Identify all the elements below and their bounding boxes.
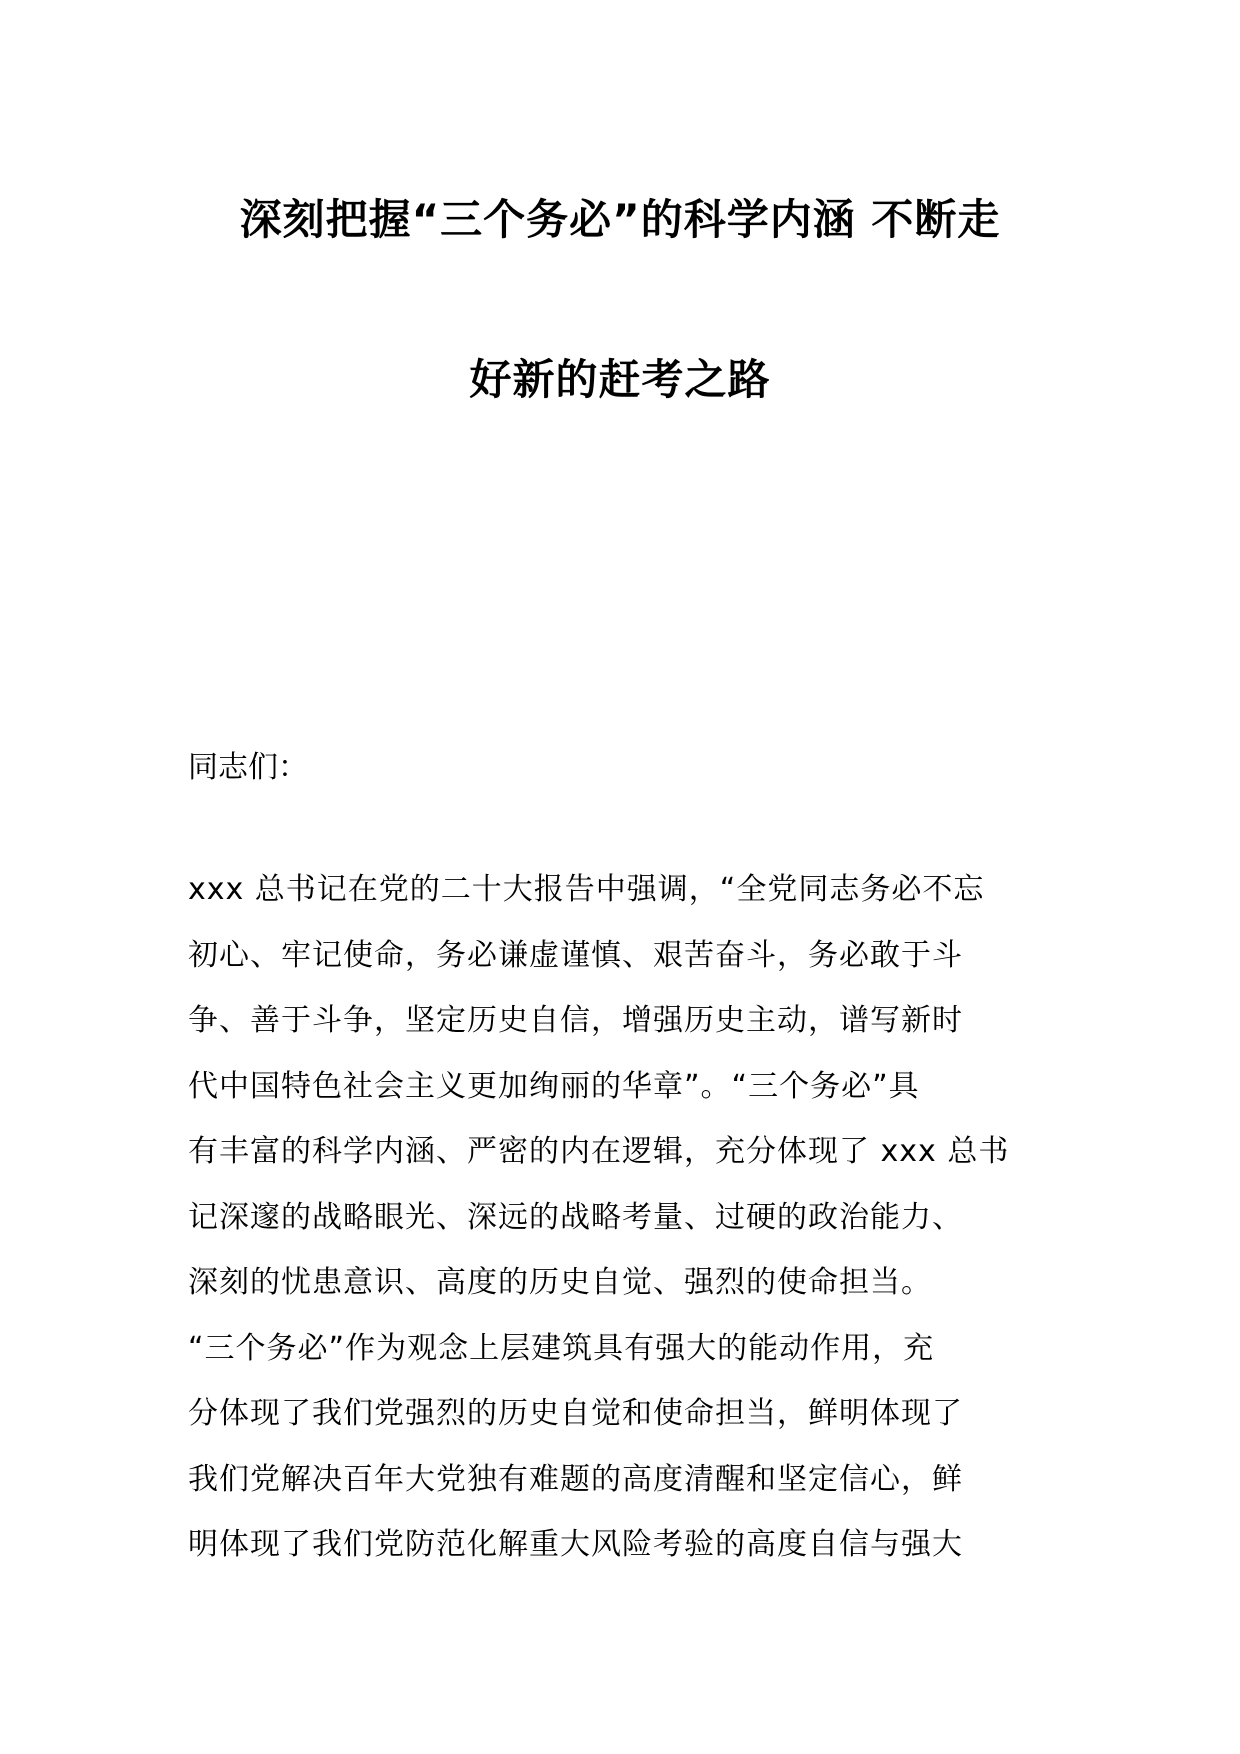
body-line-7: 深刻的忧患意识、高度的历史自觉、强烈的使命担当。 [188, 1265, 932, 1300]
body-line-5: 有丰富的科学内涵、严密的内在逻辑，充分体现了 xxx 总书 [188, 1134, 1010, 1169]
greeting: 同志们： [188, 750, 308, 785]
title-line-1: 深刻把握“三个务必”的科学内涵 不断走 [239, 195, 1001, 244]
body-line-3: 争、善于斗争，坚定历史自信，增强历史主动，谱写新时 [188, 1003, 963, 1038]
body-paragraph [188, 870, 1058, 1591]
body-line-10: 我们党解决百年大党独有难题的高度清醒和坚定信心，鲜 [188, 1461, 963, 1497]
body-line-9: 分体现了我们党强烈的历史自觉和使命担当，鲜明体现了 [188, 1396, 963, 1431]
document-title [150, 195, 1090, 405]
body-line-1: xxx 总书记在党的二十大报告中强调，“全党同志务必不忘 [188, 872, 985, 907]
title-line-2: 好新的赶考之路 [469, 355, 771, 404]
body-line-6: 记深邃的战略眼光、深远的战略考量、过硬的政治能力、 [188, 1199, 963, 1235]
body-line-4: 代中国特色社会主义更加绚丽的华章”。“三个务必”具 [188, 1068, 920, 1104]
body-line-2: 初心、牢记使命，务必谦虚谨慎、艰苦奋斗，务必敢于斗 [188, 937, 963, 973]
body-line-8: “三个务必”作为观念上层建筑具有强大的能动作用，充 [188, 1330, 935, 1366]
body-line-11: 明体现了我们党防范化解重大风险考验的高度自信与强大 [188, 1527, 963, 1562]
